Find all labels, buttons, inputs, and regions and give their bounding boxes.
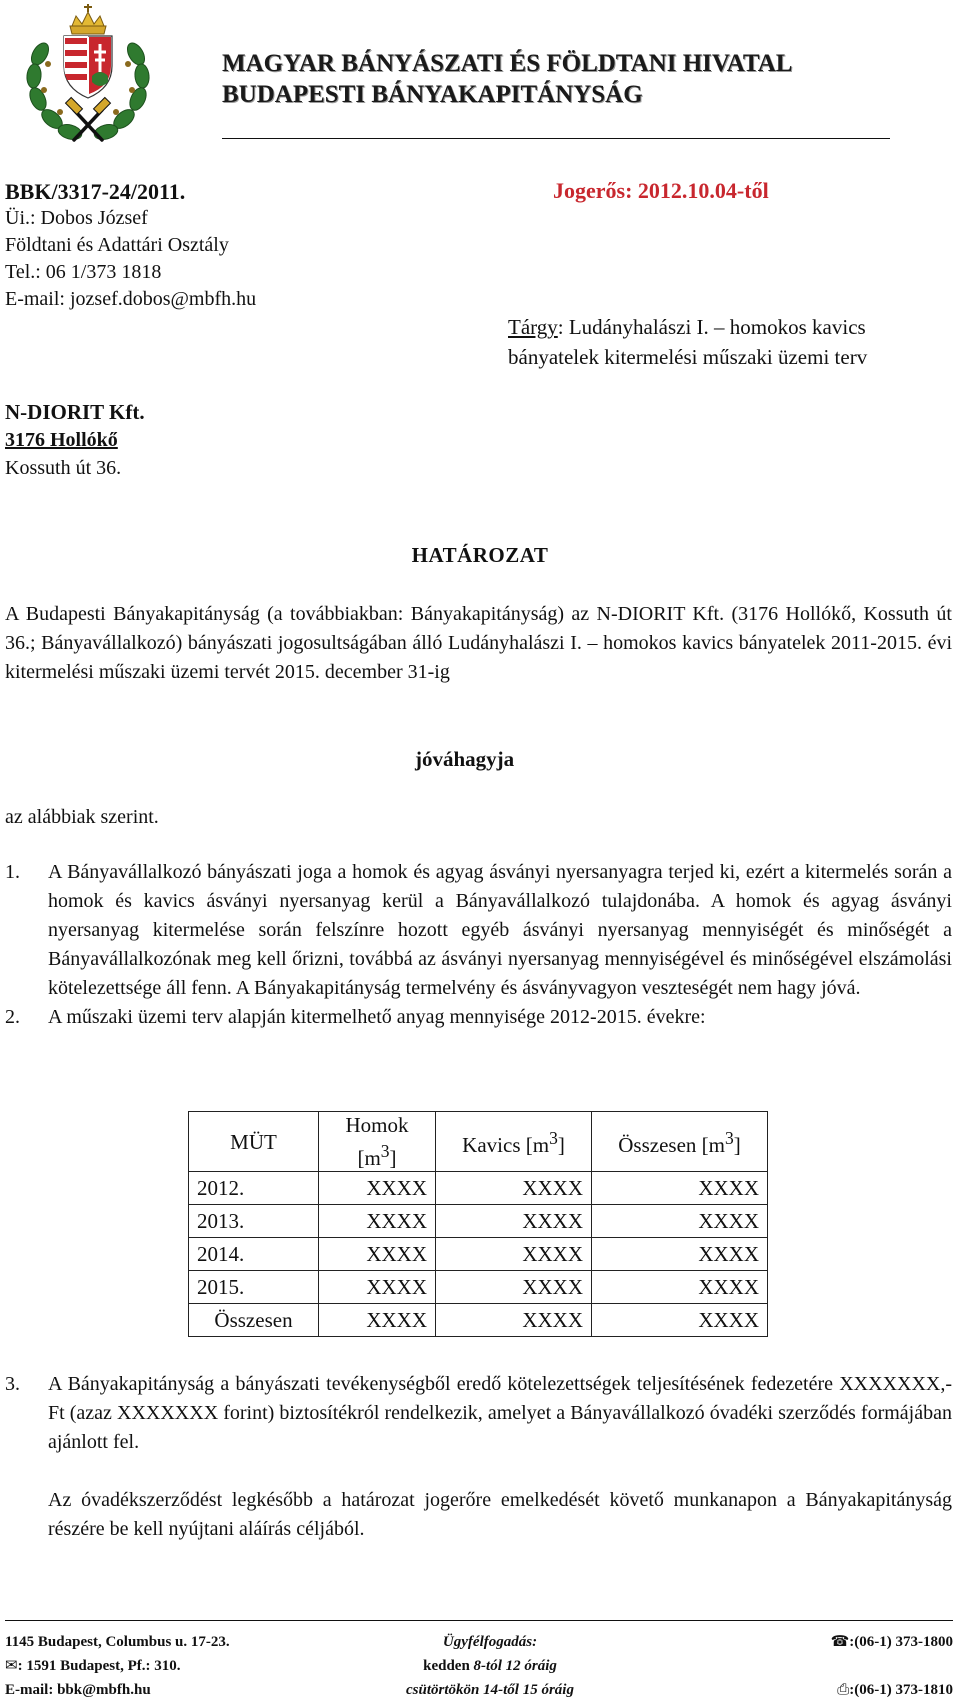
table-row <box>189 1271 768 1304</box>
cell-kavics: XXXX <box>436 1205 592 1238</box>
reference-block <box>5 178 256 313</box>
hours-title: Ügyfélfogadás: <box>442 1634 538 1650</box>
item-number: 1. <box>5 861 20 883</box>
decision-items <box>5 858 952 1032</box>
item-number: 2. <box>5 1006 20 1028</box>
list-item <box>5 1003 952 1032</box>
cell-homok: XXXX <box>319 1238 436 1271</box>
item-text: A Bányavállalkozó bányászati joga a homok és agyag ásványi nyersanyagra terjed ki, ezért a kitermelés során a homok és kavics ásványi nyersanyag kerül a Bányavállalkozó tulajdonába. A homok és agyag ásványi nyersanyag kitermelése során felszínre hozott egyéb ásványi nyersanyag mennyiségét és minőségét a Bányavállalkozónak meg kell őrizni, továbbá az ásványi nyersanyag mennyiségével és minőségével elszámolási kötelezettsége áll fenn. A Bányakapitányság termelvény és ásványvagyon veszteségét nem hagy jóvá. <box>48 861 952 999</box>
footer-email: E-mail: bbk@mbfh.hu <box>5 1682 151 1698</box>
cell-osszesen: XXXX <box>592 1238 768 1271</box>
cell-year: 2014. <box>189 1238 319 1271</box>
header-osszesen: Összesen $[m^3]$ <box>592 1112 768 1172</box>
bond-obligation-paragraph: Az óvadékszerződést legkésőbb a határozat jogerőre emelkedését követő munkanapon a Bányakapitányság részére be kell nyújtani aláírás céljából. <box>48 1489 952 1540</box>
cell-year: 2013. <box>189 1205 319 1238</box>
list-item <box>5 858 952 1003</box>
footer-phone: ☎:(06-1) 373-1800 <box>831 1630 953 1654</box>
cell-kavics: XXXX <box>436 1304 592 1337</box>
footer-hours <box>305 1630 675 1702</box>
item-number: 3. <box>5 1373 20 1395</box>
decision-intro: A Budapesti Bányakapitányság (a továbbiakban: Bányakapitányság) az N-DIORIT Kft. (3176 Hollókő, Kossuth út 36.; Bányavállalkozó) bányászati jogosultságában álló Ludányhalászi I. – homokos kavics bányatelek 2011-2015. évi kitermelési műszaki üzemi tervét 2015. december 31-ig <box>5 603 952 683</box>
cell-homok: XXXX <box>319 1304 436 1337</box>
cell-osszesen: XXXX <box>592 1304 768 1337</box>
decision-approves: jóváhagyja <box>415 747 515 771</box>
table-row <box>189 1205 768 1238</box>
cell-year: 2015. <box>189 1271 319 1304</box>
fax-icon: ⎙ <box>837 1682 850 1698</box>
footer-address: 1145 Budapest, Columbus u. 17-23. <box>5 1634 230 1650</box>
office-name-line2: BUDAPESTI BÁNYAKAPITÁNYSÁG <box>222 81 643 108</box>
handler-name: Üi.: Dobos József <box>5 207 148 229</box>
final-status: Jogerős: 2012.10.04-től <box>553 178 769 203</box>
cell-year: 2012. <box>189 1172 319 1205</box>
envelope-icon: ✉ <box>5 1658 18 1674</box>
item-text: A Bányakapitányság a bányászati tevékenységből eredő kötelezettségek teljesítésének fedezetére XXXXXXX,- Ft (azaz XXXXXXX forint) biztosítékról rendelkezik, amelyet a Bányavállalkozó óvadéki szerződés formájában ajánlott fel. <box>48 1373 952 1453</box>
subject-block <box>508 312 867 372</box>
footer-fax: ⎙:(06-1) 373-1810 <box>831 1678 953 1702</box>
footer-divider <box>5 1620 953 1621</box>
subject-label: Tárgy <box>508 315 558 339</box>
email-address: E-mail: jozsef.dobos@mbfh.hu <box>5 288 257 310</box>
office-name <box>222 48 902 110</box>
header-kavics: Kavics $[m^3]$ <box>436 1112 592 1172</box>
decision-title: HATÁROZAT <box>411 543 549 567</box>
cell-kavics: XXXX <box>436 1238 592 1271</box>
addressee-company: N-DIORIT Kft. <box>5 400 145 424</box>
table-row <box>189 1172 768 1205</box>
hours-line1: kedden 8-tól 12 óráig <box>423 1658 557 1674</box>
footer-postal: ✉: 1591 Budapest, Pf.: 310. <box>5 1654 230 1678</box>
header-mut: MÜT <box>189 1112 319 1172</box>
addressee-block <box>5 398 145 482</box>
table-total-row <box>189 1304 768 1337</box>
item-text: A műszaki üzemi terv alapján kitermelhető anyag mennyisége 2012-2015. évekre: <box>48 1006 706 1028</box>
subject-line2: bányatelek kitermelési műszaki üzemi terv <box>508 345 868 369</box>
addressee-street: Kossuth út 36. <box>5 457 122 479</box>
cell-osszesen: XXXX <box>592 1205 768 1238</box>
cell-total-label: Összesen <box>189 1304 319 1337</box>
header-homok: Homok $[m^3]$ <box>319 1112 436 1172</box>
table-header-row <box>189 1112 768 1172</box>
cell-homok: XXXX <box>319 1172 436 1205</box>
department-name: Földtani és Adattári Osztály <box>5 234 229 256</box>
footer-contact <box>5 1630 230 1702</box>
footer-phones <box>831 1630 953 1702</box>
phone-number: Tel.: 06 1/373 1818 <box>5 261 162 283</box>
cell-homok: XXXX <box>319 1271 436 1304</box>
cell-homok: XXXX <box>319 1205 436 1238</box>
table-row <box>189 1238 768 1271</box>
reference-number: BBK/3317-24/2011. <box>5 179 186 204</box>
subject-line1: : Ludányhalászi I. – homokos kavics <box>557 315 866 339</box>
telephone-icon: ☎ <box>830 1634 850 1650</box>
header-divider <box>222 138 890 139</box>
hungarian-mining-crest-icon <box>18 2 158 152</box>
hours-line2: csütörtökön 14-től 15 óráig <box>406 1682 574 1698</box>
office-name-line1: MAGYAR BÁNYÁSZATI ÉS FÖLDTANI HIVATAL <box>222 50 793 77</box>
decision-accordingly: az alábbiak szerint. <box>5 806 159 828</box>
list-item <box>5 1370 952 1457</box>
cell-kavics: XXXX <box>436 1172 592 1205</box>
addressee-city: 3176 Hollókő <box>5 429 118 451</box>
cell-osszesen: XXXX <box>592 1271 768 1304</box>
cell-osszesen: XXXX <box>592 1172 768 1205</box>
production-table <box>188 1111 768 1337</box>
cell-kavics: XXXX <box>436 1271 592 1304</box>
